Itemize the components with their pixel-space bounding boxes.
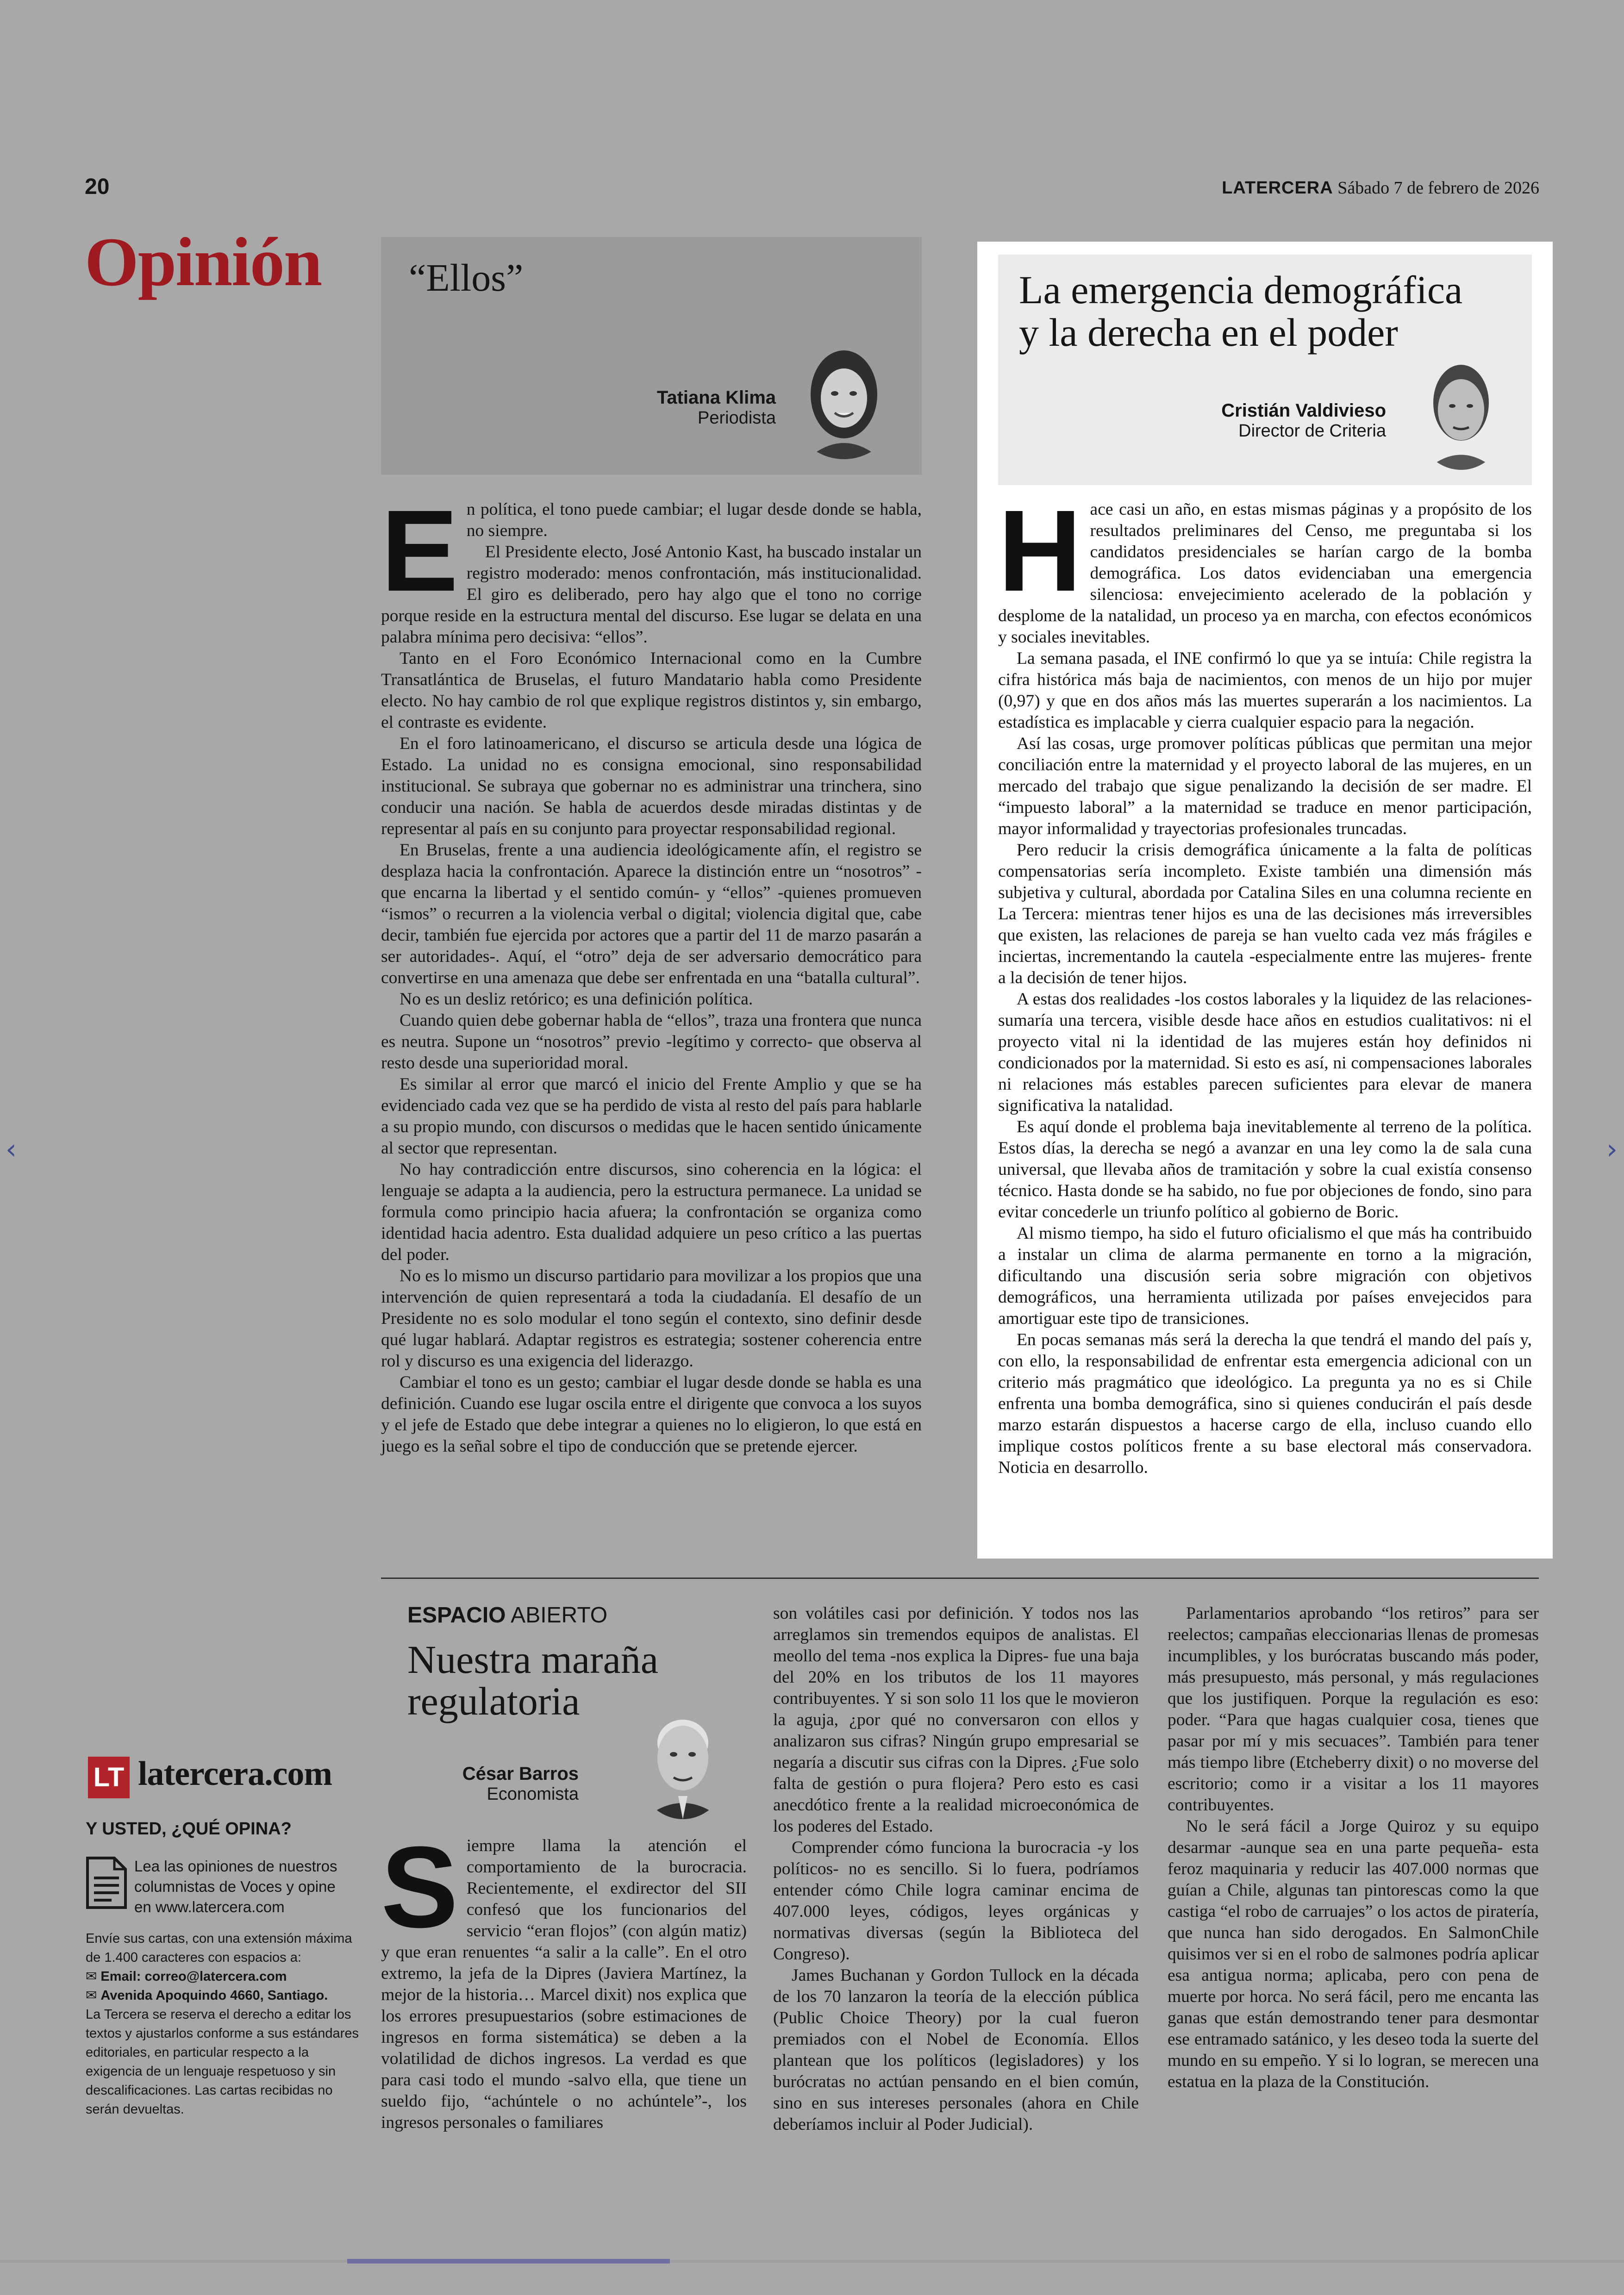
paragraph: James Buchanan y Gordon Tullock en la década de los 70 lanzaron la teoría de la elección pública (Public Choice Theory) por la cual fueron premiados con el Nobel de Economía. Ellos plantean que los políticos (legisladores) y los burócratas no actúan pensando en el bien común, sino en sus intereses personales (ahora en Chile deberíamos incluir al Poder Judicial). (773, 1966, 1139, 2134)
paragraph: Al mismo tiempo, ha sido el futuro oficialismo el que más ha contribuido a instalar un clima de alarma permanente en torno a la migración, dificultando una discusión seria sobre migración con objetivos demográficos, una herramienta utilizada por países envejecidos para amortiguar este tipo de transiciones. (998, 1224, 1532, 1328)
title-line: y la derecha en el poder (1019, 310, 1398, 355)
author-name: César Barros (462, 1764, 579, 1784)
paragraph: En pocas semanas más será la derecha la que tendrá el mando del país y, con ello, la responsabilidad de enfrentar esta emergencia adicional con un criterio más pragmático que ideológico. La pregunta ya no es si Chile enfrenta una bomba demográfica, sino si quienes conducirán el país desde marzo estarán dispuestos a hacerse cargo de ella, incluso cuando ello implique costos políticos frente a su base electoral más conservadora. Noticia en desarrollo. (998, 1330, 1532, 1477)
paragraph: Pero reducir la crisis demográfica únicamente a la falta de políticas compensatorias sería incompleto. Existe también una dimensión más subjetiva y cultural, abordada por Catalina Siles en una columna reciente en La Tercera: mientras tener hijos es una de las decisiones más irreversibles que existen, las relaciones de pareja se han vuelto cada vez más frágiles e inciertas, incrementando la cautela -especialmente entre las mujeres- frente a la decisión de tener hijos. (998, 841, 1532, 987)
column-body-espacio-1 (381, 1822, 747, 2133)
paragraph: En el foro latinoamericano, el discurso se articula desde una lógica de Estado. La unidad no es consigna emocional, sino responsabilidad institucional. Se subraya que gobernar no es administrar una trinchera, sino conducir una nación. Se habla de acuerdos desde miradas distintas y de representar al país en su conjunto para proyectar responsabilidad regional. (381, 734, 922, 838)
column-card-emergencia (977, 242, 1553, 1559)
logo-mark[interactable] (88, 1757, 130, 1798)
kicker-rest: ABIERTO (506, 1603, 608, 1628)
logo-mark-text: LT (93, 1762, 125, 1792)
paragraph: n política, el tono puede cambiar; el lugar desde donde se habla, no siempre. (466, 500, 922, 540)
byline (1221, 400, 1386, 441)
column-body-emergencia (998, 486, 1532, 1478)
paragraph: Es aquí donde el problema baja inevitablemente al terreno de la política. Estos días, la derecha se negó a avanzar en una ley como la de sala cuna universal, que llevaba años de tramitación y sobre la cual existía consenso técnico. Hasta donde se ha sabido, no fue por objeciones de fondo, sino para evitar concederle un triunfo político al gobierno de Boric. (998, 1117, 1532, 1222)
kicker-bold: ESPACIO (407, 1603, 506, 1628)
paragraph: Así las cosas, urge promover políticas públicas que permitan una mejor conciliación entre la maternidad y el proyecto laboral de las mujeres, en un mercado del trabajo que sigue penalizando la decisión de ser madre. El “impuesto laboral” a la maternidad se traduce en menor participación, mayor informalidad y trayectorias profesionales truncadas. (998, 734, 1532, 838)
author-portrait (1412, 354, 1510, 470)
dropcap: H (998, 486, 1082, 615)
column-title: “Ellos” (409, 256, 524, 299)
column-body-espacio-3 (1168, 1603, 1539, 2093)
column-title (1019, 268, 1519, 354)
dropcap: E (381, 486, 458, 615)
scrollbar-thumb[interactable] (347, 2259, 670, 2264)
scrollbar-track[interactable] (0, 2260, 1624, 2263)
opinion-question: Y USTED, ¿QUÉ OPINA? (86, 1819, 292, 1839)
disclaimer: La Tercera se reserva el derecho a editar los textos y ajustarlos conforme a sus estándares editoriales, en particular respecto a la exigencia de un lenguaje respetuoso y sin descalificaciones. Las cartas recibidas no serán devueltas. (86, 2007, 359, 2117)
next-page-button[interactable]: › (1606, 1133, 1618, 1166)
column-header-emergencia (998, 255, 1532, 485)
byline (657, 387, 776, 428)
column-header-ellos (381, 237, 922, 475)
paragraph: No es un desliz retórico; es una definición política. (400, 990, 753, 1009)
address: Avenida Apoquindo 4660, Santiago. (100, 1988, 328, 2003)
masthead-brand: LATERCERA (1222, 178, 1333, 198)
section-divider (381, 1578, 1539, 1579)
paragraph: Cuando quien debe gobernar habla de “ellos”, traza una frontera que nunca es neutra. Supone un “nosotros” previo -legítimo y correcto- que observa al resto desde una superioridad moral. (381, 1011, 922, 1073)
address-line (86, 1986, 359, 2005)
paragraph: ace casi un año, en estas mismas páginas y a propósito de los resultados preliminares del Censo, me preguntaba si los candidatos presidenciales se harían cargo de la bomba demográfica. Los datos evidenciaban una emergencia silenciosa: envejecimiento acelerado de la población y desplome de la natalidad, un proceso ya en marcha, con efectos económicos y sociales inevitables. (998, 500, 1532, 647)
author-portrait (788, 343, 899, 459)
masthead-date: Sábado 7 de febrero de 2026 (1337, 178, 1539, 198)
email-line (86, 1967, 359, 1986)
paragraph: No le será fácil a Jorge Quiroz y su equipo desarmar -aunque sea en una parte pequeña- esta feroz maquinaria y reducir las 407.000 normas que guían a Chile, algunas tan pintorescas como la que castiga “el robo de carruajes” o los actos de piratería, que nunca han sido derogados. En SalmonChile quisimos ver si en el robo de salmones podría aplicar esa antigua norma; aplicaba, pero con pena de muerte por horca. No será fácil, pero me encanta las ganas que están demostrando tener para desmontar ese entramado satánico, y les deseo toda la suerte del mundo en su empeño. Y si lo logran, se merecen una estatua en la plaza de la Constitución. (1168, 1817, 1539, 2091)
paragraph: Es similar al error que marcó el inicio del Frente Amplio y que se ha evidenciado cada vez que se ha perdido de vista al resto del país para hablarle a su propio mundo, con discursos o medidas que le hacen sentido únicamente al sector que representan. (381, 1075, 922, 1158)
dropcap: S (381, 1822, 458, 1952)
paragraph: Comprender cómo funciona la burocracia -y los políticos- no es sencillo. Si lo fuera, podríamos entender cómo Chile logra caminar encima de 407.000 leyes, códigos, leyes orgánicas y normativas diversas (según la Biblioteca del Congreso). (773, 1838, 1139, 1964)
column-title: Nuestra maraña regulatoria (407, 1637, 658, 1723)
paragraph: Cambiar el tono es un gesto; cambiar el lugar desde donde se habla es una definición. Cuando ese lugar oscila entre el dirigente que convoca a los suyos y el jefe de Estado que debe integrar a quienes no lo eligieron, lo que está en juego es la señal sobre el tipo de conducción que se pretende ejercer. (381, 1373, 922, 1456)
letters-intro: Envíe sus cartas, con una extensión máxima de 1.400 caracteres con espacios a: (86, 1931, 352, 1965)
site-logo-text[interactable]: latercera.com (138, 1755, 332, 1793)
invite-text: Lea las opiniones de nuestros columnistas de Voces y opine en www.latercera.com (134, 1858, 337, 1915)
byline (462, 1764, 579, 1804)
paragraph: son volátiles casi por definición. Y todos nos las arreglamos sin tremendos equipos de analistas. El meollo del tema -nos explica la Dipres- fue una baja del 20% en los tributos de los 11 mayores contribuyentes. Y si son solo 11 los que le movieron la aguja, ¿por qué no conversaron con ellos y analizaron sus cifras? Ningún grupo empresarial se negaría a discutir sus cifras con la Dipres. ¿Fue solo falta de gestión o pura flojera? Pero esto es casi anecdótico frente a la realidad microeconómica de los poderes del Estado. (773, 1604, 1139, 1836)
page-number: 20 (85, 175, 110, 199)
paragraph: En Bruselas, frente a una audiencia ideológicamente afín, el registro se desplaza hacia la confrontación. Aparece la distinción entre un “nosotros” -que encarna la libertad y el sentido común- y “ellos” -quienes promueven “ismos” o recurren a la violencia verbal o digital; violencia digital que, cabe decir, también fue ejercida por actores que a partir del 11 de marzo pasarán a ser autoridades-. Aquí, el “otro” deja de ser adversario democrático para convertirse en una amenaza que debe ser enfrentada en una “batalla cultural”. (381, 841, 922, 987)
paragraph: No es lo mismo un discurso partidario para movilizar a los propios que una intervención de quien representará a toda la ciudadanía. El desafío de un Presidente no es solo modular el tono según el contexto, sino definir desde qué lugar hablará. Adaptar registros es estrategia; sostener coherencia entre rol y discurso es una exigencia del liderazgo. (381, 1266, 922, 1371)
prev-page-button[interactable]: ‹ (6, 1133, 17, 1166)
paragraph: No hay contradicción entre discursos, sino coherencia en la lógica: el lenguaje se adapta a la audiencia, pero la estructura permanece. La unidad se formula como principio hacia afuera; la confrontación se organiza como identidad hacia adentro. Esta dualidad adquiere un peso crítico a las puertas del poder. (381, 1160, 922, 1264)
envelope-icon: ✉ (86, 1988, 101, 2003)
paragraph: iempre llama la atención el comportamiento de la burocracia. Recientemente, el exdirector del SII confesó que los funcionarios del servicio “eran flojos” (con algún matiz) y que eran renuentes “a salir a la calle”. En el otro extremo, la jefa de la Dipres (Javiera Martínez, la mejor de la historia… Marcel dixit) nos explica que los errores presupuestarios (sobre estimaciones de ingresos en forma sistemática) se deben a la volatilidad de dichos ingresos. La verdad es que para casi todo el mundo -salvo ella, que tiene un sueldo fijo, “achúntele o no achúntele”-, los ingresos personales o familiares (381, 1836, 747, 2132)
author-name: Tatiana Klima (656, 387, 776, 408)
title-line: La emergencia demográfica (1019, 268, 1463, 312)
author-role: Periodista (698, 408, 776, 428)
section-title: Opinión (85, 224, 322, 300)
column-body-ellos (381, 486, 922, 1457)
author-name: Cristián Valdivieso (1221, 400, 1386, 421)
column-body-espacio-2 (773, 1603, 1139, 2135)
masthead (1222, 178, 1539, 198)
column-kicker (407, 1603, 607, 1628)
letters-info (86, 1929, 359, 2119)
paragraph: La semana pasada, el INE confirmó lo que ya se intuía: Chile registra la cifra histórica más baja de nacimientos, con menos de un hijo por mujer (0,97) y que en dos años más las muertes superarán a los nacimientos. La estadística es implacable y cierra cualquier espacio para la negación. (998, 649, 1532, 732)
paragraph: Tanto en el Foro Económico Internacional como en la Cumbre Transatlántica de Bruselas, el futuro Mandatario habla como Presidente electo. No hay cambio de rol que explique registros distintos y, sin embargo, el contraste es evidente. (381, 649, 922, 732)
email[interactable]: Email: correo@latercera.com (100, 1969, 287, 1984)
author-portrait (634, 1703, 731, 1819)
author-role: Economista (487, 1784, 579, 1804)
document-icon (86, 1856, 127, 1909)
mail-icon: ✉ (86, 1969, 101, 1984)
paragraph: El Presidente electo, José Antonio Kast, ha buscado instalar un registro moderado: menos confrontación, más institucionalidad. El giro es deliberado, pero hay algo que el tono no corrige porque reside en la estructura mental del discurso. Ese lugar se delata en una palabra mínima pero decisiva: “ellos”. (381, 543, 922, 647)
paragraph: Parlamentarios aprobando “los retiros” para ser reelectos; campañas eleccionarias llenas de promesas incumplibles, y los burócratas buscando más poder, más presupuesto, más personal, y más regulaciones que los justifiquen. Porque la regulación es eso: poder. “Para que hagas cualquier cosa, tienes que pasar por mí y mis secuaces”. También para tener más tiempo libre (Etcheberry dixit) o no moverse del escritorio; como ir a visitar a los 11 mayores contribuyentes. (1168, 1604, 1539, 1815)
paragraph: A estas dos realidades -los costos laborales y la liquidez de las relaciones- sumaría una tercera, visible desde hace años en estudios cualitativos: ni el proyecto vital ni la identidad de las mujeres están hoy definidos ni condicionados por la maternidad. Si esto es así, ni compensaciones laborales ni relaciones más estables parecen suficientes para elevar de manera significativa la natalidad. (998, 990, 1532, 1115)
author-role: Director de Criteria (1238, 421, 1386, 441)
